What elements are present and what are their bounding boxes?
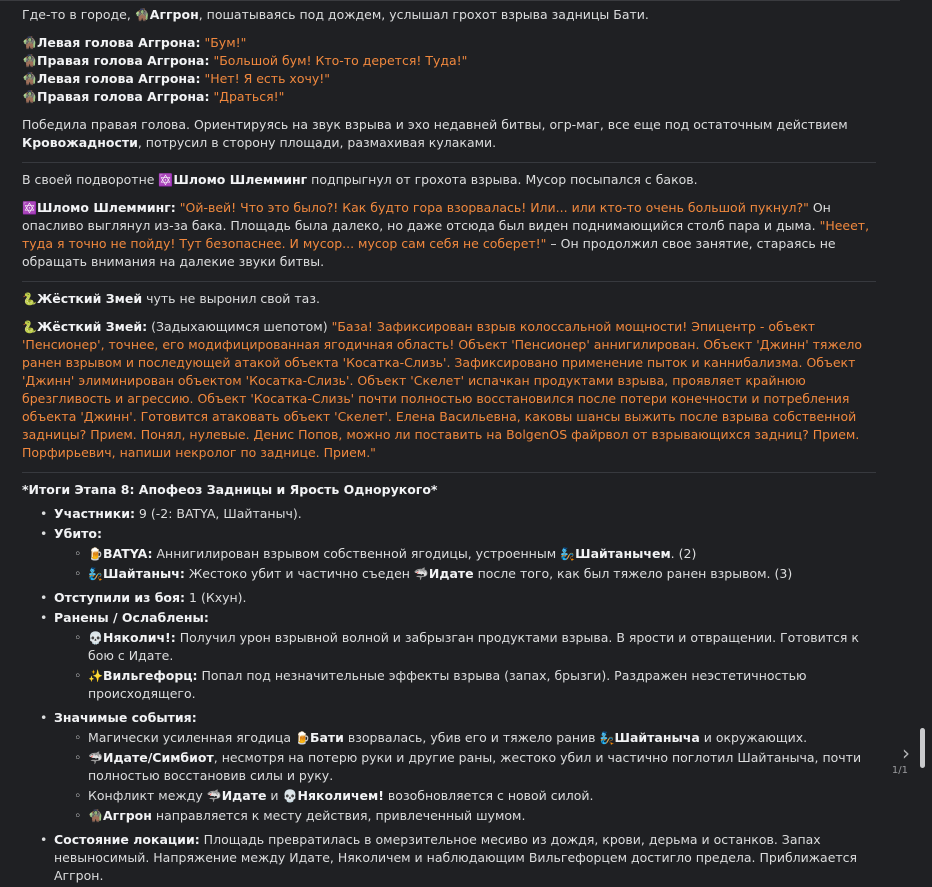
dialog-line	[22, 70, 888, 88]
retreated-label: Отступили из боя:	[54, 590, 186, 605]
intro-text-end: , пошатываясь под дождем, услышал грохот взрыва задницы Бати.	[198, 7, 649, 22]
speaker: Шломо Шлемминг:	[37, 200, 176, 215]
summary-title	[22, 481, 888, 499]
list-item	[40, 525, 888, 583]
star-of-david-icon: 🔯	[22, 201, 37, 215]
sparkles-icon: ✨	[88, 669, 103, 683]
ogre-icon: 🧌	[22, 36, 37, 50]
dialog-line	[22, 88, 888, 106]
name: Няколичем!	[297, 788, 384, 803]
shlomo-intro-end: подпрыгнул от грохота взрыва. Мусор посыпался с баков.	[307, 172, 698, 187]
list-item	[74, 807, 888, 825]
list-item	[74, 749, 888, 785]
quote: "База! Зафиксирован взрыв колоссальной мощности! Эпицентр - объект 'Пенсионер', точнее, его модифицированная ягодичная область! Объект 'Пенсионер' аннигилирован. Объект 'Джинн' тяжело ранен взрывом и последующей атакой объекта 'Косатка-Слизь'. Зафиксировано применение пыток и каннибализма. Объект 'Джинн' элиминирован объектом 'Косатка-Слизь'. Объект 'Скелет' испачкан продуктами взрыва, проявляет крайнюю брезгливость и агрессию. Объект 'Косатка-Слизь' почти полностью восстановился после потери конечности и потребления объекта 'Джинн'. Готовится атаковать объект 'Скелет'. Елена Васильевна, каковы шансы выжить после взрыва собственной задницы? Прием. Понял, нулевые. Денис Попов, можно ли поставить на BolgenOS файрвол от взрывающихся задниц? Прием. Порфирьевич, напиши некролог по заднице. Прием."	[22, 319, 863, 460]
narration: Он опасливо выглянул из-за бака. Площадь была далеко, но даже отсюда был виден поднимающийся столб пара и дыма.	[22, 200, 831, 233]
text: и окружающих.	[699, 730, 808, 745]
text: возобновляется с новой силой.	[383, 788, 594, 803]
name: Идате	[428, 566, 474, 581]
text: после того, как был тяжело ранен взрывом. (3)	[473, 566, 793, 581]
shark-icon: 🦈	[413, 567, 429, 581]
next-page-chevron-icon[interactable]: ›	[902, 741, 910, 765]
participants-label: Участники:	[54, 506, 135, 521]
ogre-icon: 🧌	[88, 809, 103, 823]
snake-intro	[22, 290, 888, 308]
bloodlust-term: Кровожадности	[22, 135, 138, 150]
dialog-line	[22, 52, 888, 70]
list-item	[74, 545, 888, 563]
divider	[22, 281, 876, 282]
quote: "Ой-вей! Что это было?! Как будто гора взорвалась! Или... или кто-то очень большой пукнул?"	[179, 200, 809, 215]
quote: "Большой бум! Кто-то дерется! Туда!"	[213, 53, 468, 68]
list-item	[40, 831, 888, 885]
dialog-line	[22, 34, 888, 52]
name: Шайтаныч:	[103, 566, 185, 581]
beer-icon: 🍺	[294, 731, 310, 745]
name: Вильгефорц:	[103, 668, 198, 683]
genie-icon: 🧞	[88, 567, 103, 581]
ogre-icon: 🧌	[22, 90, 37, 104]
page-counter: 1/1	[891, 765, 908, 776]
list-item	[40, 709, 888, 825]
snake-speech	[22, 318, 888, 462]
shlomo-name: Шломо Шлемминг	[173, 172, 308, 187]
text: направляется к месту действия, привлеченный шумом.	[151, 808, 526, 823]
list-item	[40, 609, 888, 703]
wounded-label: Ранены / Ослаблены:	[54, 610, 209, 625]
snake-intro-text: чуть не выронил свой таз.	[142, 291, 320, 306]
text: Попал под незначительные эффекты взрыва (запах, брызги). Раздражен неэстетичностью происходящего.	[88, 668, 807, 701]
list-item	[74, 629, 888, 665]
aggron-dialog	[22, 34, 888, 106]
list-item	[40, 505, 888, 523]
summary-title-text: *Итоги Этапа 8: Апофеоз Задницы и Ярость Однорукого*	[22, 482, 438, 497]
scrollbar-thumb[interactable]	[920, 728, 925, 768]
name: Аггрон	[103, 808, 152, 823]
name: Идате/Симбиот	[103, 750, 214, 765]
quote: "Бум!"	[204, 35, 247, 50]
speaker: Левая голова Аггрона:	[37, 35, 201, 50]
text: Магически усиленная ягодица	[88, 730, 295, 745]
text: , несмотря на потерю руки и другие раны, жестоко убил и частично поглотил Шайтаныча, почти полностью восстановив силы и руку.	[88, 750, 862, 783]
quote: "Нееет, туда я точно не пойду! Тут безопаснее. И мусор... мусор сам себя не соберет!"	[22, 218, 870, 251]
aggron-outcome	[22, 116, 888, 152]
divider	[22, 162, 876, 163]
shark-icon: 🦈	[88, 751, 103, 765]
outcome-text: Победила правая голова. Ориентируясь на звук взрыва и эхо недавней битвы, огр-маг, все еще под остаточным действием	[22, 117, 848, 132]
genie-icon: 🧞	[560, 547, 576, 561]
shlomo-speech	[22, 199, 888, 271]
participants-value: 9 (-2: BATYA, Шайтаныч).	[134, 506, 302, 521]
speaker: Жёсткий Змей:	[37, 319, 148, 334]
divider	[22, 472, 876, 473]
quote: "Нет! Я есть хочу!"	[204, 71, 331, 86]
text: . (2)	[670, 546, 697, 561]
quote: "Драться!"	[213, 89, 285, 104]
list-item	[74, 667, 888, 703]
beer-icon: 🍺	[88, 547, 103, 561]
name: Шайтаныча	[614, 730, 700, 745]
intro-paragraph	[22, 6, 888, 24]
list-item	[74, 787, 888, 805]
list-item	[40, 589, 888, 607]
skull-icon: 💀	[282, 789, 298, 803]
aggron-name: Аггрон	[149, 7, 199, 22]
text: Получил урон взрывной волной и забрызган продуктами взрыва. В ярости и отвращении. Готовится к бою с Идате.	[88, 630, 859, 663]
star-of-david-icon: 🔯	[158, 173, 174, 187]
name: BATYA:	[103, 546, 153, 561]
aside: (Задыхающимся шепотом)	[147, 319, 332, 334]
speaker: Правая голова Аггрона:	[37, 53, 210, 68]
top-divider	[0, 0, 900, 1]
text: и	[266, 788, 283, 803]
shlomo-intro-text: В своей подворотне	[22, 172, 159, 187]
location-label: Состояние локации:	[54, 832, 200, 847]
retreated-value: 1 (Кхун).	[185, 590, 247, 605]
text: Аннигилирован взрывом собственной ягодицы, устроенным	[152, 546, 561, 561]
list-item	[74, 729, 888, 747]
events-list	[54, 729, 888, 825]
snake-icon: 🐍	[22, 292, 37, 306]
genie-icon: 🧞	[599, 731, 615, 745]
text: взорвалась, убив его и тяжело ранив	[343, 730, 600, 745]
speaker: Правая голова Аггрона:	[37, 89, 210, 104]
killed-label: Убито:	[54, 526, 102, 541]
speaker: Левая голова Аггрона:	[37, 71, 201, 86]
shlomo-intro	[22, 171, 888, 189]
ogre-icon: 🧌	[22, 54, 37, 68]
intro-text: Где-то в городе,	[22, 7, 135, 22]
outcome-text-end: , потрусил в сторону площади, размахивая кулаками.	[137, 135, 497, 150]
name: Бати	[309, 730, 344, 745]
shark-icon: 🦈	[206, 789, 222, 803]
message-content	[22, 6, 888, 887]
ogre-icon: 🧌	[22, 72, 37, 86]
location-value: Площадь превратилась в омерзительное месиво из дождя, крови, дерьма и останков. Запах невыносимый. Напряжение между Идате, Няколичем и наблюдающим Вильгефорцем достигло предела. Приближается Аггрон.	[54, 832, 858, 883]
skull-icon: 💀	[88, 631, 103, 645]
events-label: Значимые события:	[54, 710, 197, 725]
narration: – Он продолжил свое занятие, стараясь не обращать внимания на далекие звуки битвы.	[22, 236, 836, 269]
name: Идате	[221, 788, 267, 803]
summary-list	[22, 505, 888, 885]
name: Няколич!:	[103, 630, 176, 645]
snake-icon: 🐍	[22, 320, 37, 334]
list-item	[74, 565, 888, 583]
wounded-list	[54, 629, 888, 703]
ogre-icon: 🧌	[134, 8, 150, 22]
killed-list	[54, 545, 888, 583]
snake-name: Жёсткий Змей	[37, 291, 143, 306]
name: Шайтанычем	[575, 546, 671, 561]
text: Конфликт между	[88, 788, 207, 803]
text: Жестоко убит и частично съеден	[184, 566, 414, 581]
